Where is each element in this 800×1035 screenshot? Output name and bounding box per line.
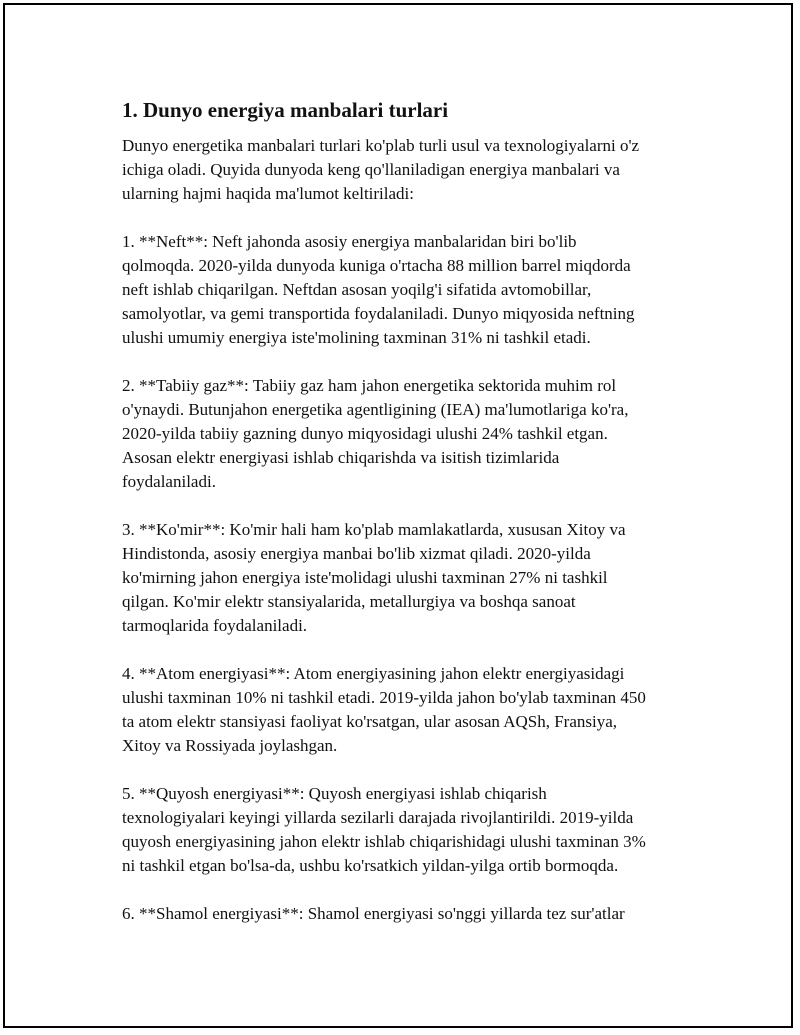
paragraph-komir: 3. **Ko'mir**: Ko'mir hali ham ko'plab mamlakatlarda, xususan Xitoy va Hindistonda, asosiy energiya manbai bo'lib xizmat qiladi. 2020-yilda ko'mirning jahon energiya iste'molidagi ulushi taxminan 27% ni tashkil qilgan. Ko'mir elektr stansiyalarida, metallurgiya va boshqa sanoat tarmoqlarida foydalaniladi. [122,520,626,635]
page-frame [3,3,793,1028]
paragraph-shamol-energiyasi: 6. **Shamol energiyasi**: Shamol energiyasi so'nggi yillarda tez sur'atlar [122,904,625,923]
paragraph-tabiiy-gaz: 2. **Tabiiy gaz**: Tabiiy gaz ham jahon energetika sektorida muhim rol o'ynaydi. Butunjahon energetika agentligining (IEA) ma'lumotlariga ko'ra, 2020-yilda tabiiy gazning dunyo miqyosidagi ulushi 24% tashkil etgan. Asosan elektr energiyasi ishlab chiqarishda va isitish tizimlarida foydalaniladi. [122,376,629,491]
paragraph-neft: 1. **Neft**: Neft jahonda asosiy energiya manbalaridan biri bo'lib qolmoqda. 2020-yilda dunyoda kuniga o'rtacha 88 million barrel miqdorda neft ishlab chiqarilgan. Neftdan asosan yoqilg'i sifatida avtomobillar, samolyotlar, va gemi transportida foydalaniladi. Dunyo miqyosida neftning ulushi umumiy energiya iste'molining taxminan 31% ni tashkil etadi. [122,232,635,347]
paragraph-quyosh-energiyasi: 5. **Quyosh energiyasi**: Quyosh energiyasi ishlab chiqarish texnologiyalari keyingi yillarda sezilarli darajada rivojlantirildi. 2019-yilda quyosh energiyasining jahon elektr ishlab chiqarishidagi ulushi taxminan 3% ni tashkil etgan bo'lsa-da, ushbu ko'rsatkich yildan-yilga ortib bormoqda. [122,784,646,875]
paragraph-atom-energiyasi: 4. **Atom energiyasi**: Atom energiyasining jahon elektr energiyasidagi ulushi taxminan 10% ni tashkil etadi. 2019-yilda jahon bo'ylab taxminan 450 ta atom elektr stansiyasi faoliyat ko'rsatgan, ular asosan AQSh, Fransiya, Xitoy va Rossiyada joylashgan. [122,664,646,755]
section-heading: 1. Dunyo energiya manbalari turlari [122,98,449,122]
document-body [122,96,702,950]
intro-paragraph: Dunyo energetika manbalari turlari ko'plab turli usul va texnologiyalarni o'z ichiga oladi. Quyida dunyoda keng qo'llaniladigan energiya manbalari va ularning hajmi haqida ma'lumot keltiriladi: [122,136,640,203]
